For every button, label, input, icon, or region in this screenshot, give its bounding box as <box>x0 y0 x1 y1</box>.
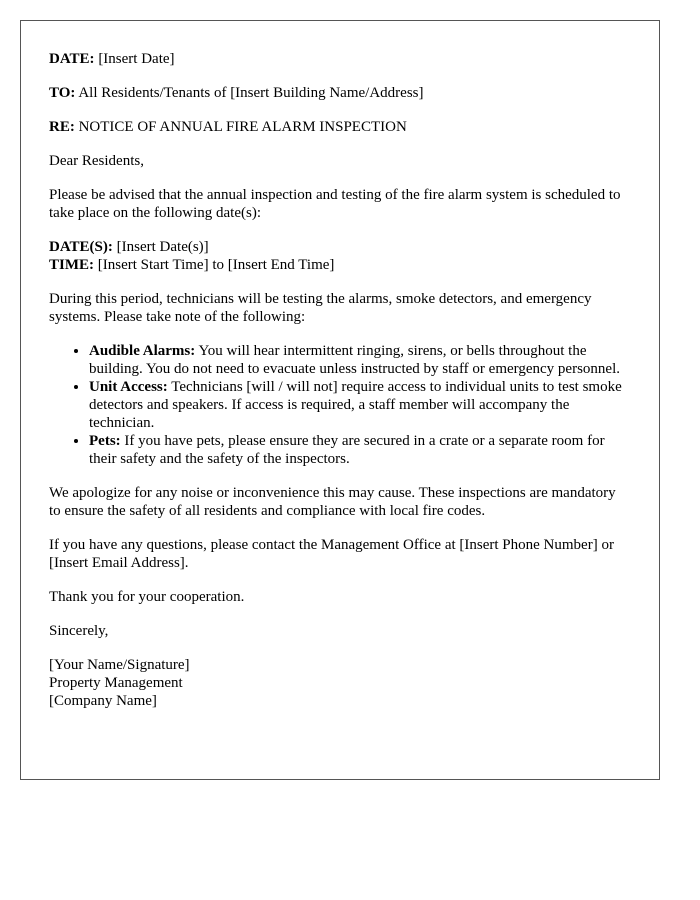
date-value: [Insert Date] <box>98 51 175 67</box>
intro-paragraph: Please be advised that the annual inspection and testing of the fire alarm system is scheduled to take place on the following date(s): <box>49 187 621 221</box>
notice-list <box>49 342 631 468</box>
list-item-text: Technicians [will / will not] require access to individual units to test smoke detectors and speakers. If access is required, a staff member will accompany the technician. <box>89 379 622 431</box>
signature-block <box>49 656 631 710</box>
time-label: TIME: <box>49 257 94 273</box>
contact-paragraph: If you have any questions, please contact the Management Office at [Insert Phone Number] or [Insert Email Address]. <box>49 537 614 571</box>
list-item-pets <box>89 432 631 468</box>
letter-page <box>20 20 660 780</box>
sign-off: Sincerely, <box>49 623 109 639</box>
list-item-text: You will hear intermittent ringing, sirens, or bells throughout the building. You do not need to evacuate unless instructed by staff or emergency personnel. <box>89 343 620 377</box>
re-line <box>49 118 631 136</box>
salutation: Dear Residents, <box>49 153 144 169</box>
re-label: RE: <box>49 119 75 135</box>
signer-company: [Company Name] <box>49 693 157 709</box>
list-item-label: Unit Access: <box>89 379 168 395</box>
schedule-block <box>49 238 631 274</box>
during-paragraph: During this period, technicians will be testing the alarms, smoke detectors, and emergency systems. Please take note of the following: <box>49 291 592 325</box>
dates-line <box>49 239 209 255</box>
to-value: All Residents/Tenants of [Insert Building Name/Address] <box>78 85 424 101</box>
time-value: [Insert Start Time] to [Insert End Time] <box>97 257 335 273</box>
dates-label: DATE(S): <box>49 239 113 255</box>
list-item-unit-access <box>89 378 631 432</box>
date-label: DATE: <box>49 51 95 67</box>
re-value: NOTICE OF ANNUAL FIRE ALARM INSPECTION <box>78 119 407 135</box>
list-item-audible-alarms <box>89 342 631 378</box>
time-line <box>49 257 334 273</box>
list-item-text: If you have pets, please ensure they are secured in a crate or a separate room for their safety and the safety of the inspectors. <box>89 433 605 467</box>
thanks-paragraph: Thank you for your cooperation. <box>49 589 245 605</box>
apology-paragraph: We apologize for any noise or inconvenience this may cause. These inspections are mandatory to ensure the safety of all residents and compliance with local fire codes. <box>49 485 616 519</box>
date-line <box>49 50 631 68</box>
to-line <box>49 84 631 102</box>
list-item-label: Audible Alarms: <box>89 343 196 359</box>
dates-value: [Insert Date(s)] <box>116 239 209 255</box>
signer-name: [Your Name/Signature] <box>49 657 190 673</box>
list-item-label: Pets: <box>89 433 121 449</box>
signer-department: Property Management <box>49 675 183 691</box>
to-label: TO: <box>49 85 76 101</box>
